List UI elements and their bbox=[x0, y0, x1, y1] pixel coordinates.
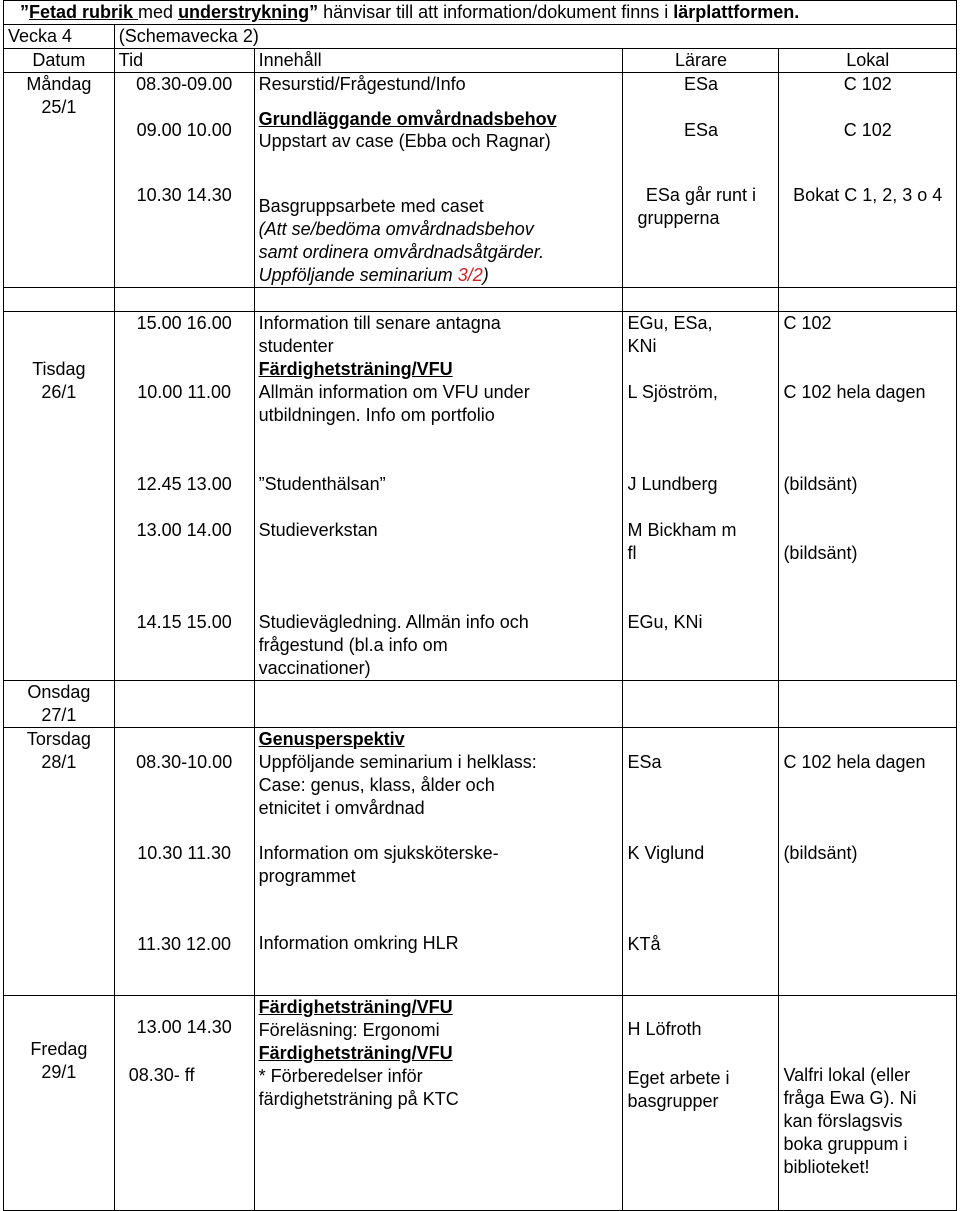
day-name: Tisdag bbox=[32, 359, 86, 379]
activity: programmet bbox=[258, 866, 356, 886]
monday-day-cell bbox=[4, 73, 115, 288]
teacher: L Sjöström, bbox=[627, 382, 718, 402]
monday-time-cell bbox=[114, 73, 254, 288]
day-name: Onsdag bbox=[27, 682, 91, 702]
day-date: 27/1 bbox=[41, 705, 77, 725]
room: C 102 hela dagen bbox=[783, 752, 926, 772]
schedule-table bbox=[3, 0, 957, 1211]
day-date: 26/1 bbox=[41, 382, 77, 402]
thursday-time-cell bbox=[114, 728, 254, 996]
room: kan förslagsvis bbox=[783, 1111, 903, 1131]
friday-room-cell bbox=[779, 996, 957, 1211]
thursday-day-cell bbox=[4, 728, 115, 996]
room: (bildsänt) bbox=[783, 543, 858, 563]
room: (bildsänt) bbox=[783, 474, 858, 494]
wednesday-day-cell bbox=[4, 681, 115, 728]
teacher: basgrupper bbox=[627, 1091, 719, 1111]
time-slot: 10.00 11.00 bbox=[137, 382, 232, 402]
wednesday-row bbox=[4, 681, 957, 728]
tuesday-teacher-cell bbox=[623, 312, 779, 681]
room: fråga Ewa G). Ni bbox=[783, 1088, 917, 1108]
friday-teacher-cell bbox=[623, 996, 779, 1211]
room: biblioteket! bbox=[783, 1157, 870, 1177]
thursday-row bbox=[4, 728, 957, 996]
activity-heading: Färdighetsträning/VFU bbox=[258, 997, 453, 1017]
friday-day-cell bbox=[4, 996, 115, 1211]
activity: Information till senare antagna bbox=[258, 313, 501, 333]
thursday-content-cell bbox=[254, 728, 623, 996]
header-time: Tid bbox=[114, 49, 254, 73]
teacher: ESa bbox=[683, 74, 718, 94]
activity: Case: genus, klass, ålder och bbox=[258, 775, 495, 795]
activity-heading: Grundläggande omvårdnadsbehov bbox=[258, 109, 557, 129]
activity: ”Studenthälsan” bbox=[258, 474, 386, 494]
teacher: ESa bbox=[683, 120, 718, 140]
seminar-date: 3/2 bbox=[457, 265, 483, 285]
activity-heading: Färdighetsträning/VFU bbox=[258, 1043, 453, 1063]
monday-room-cell bbox=[779, 73, 957, 288]
time-slot: 13.00 14.30 bbox=[136, 1017, 232, 1037]
activity-heading: Färdighetsträning/VFU bbox=[258, 359, 453, 379]
notice-text: ”Fetad rubrik med understrykning” hänvisar till att information/dokument finns i lärplattformen. bbox=[4, 1, 957, 25]
time-slot: 08.30-09.00 bbox=[136, 74, 233, 94]
room: boka gruppum i bbox=[783, 1134, 908, 1154]
teacher: ESa går runt i bbox=[645, 185, 756, 205]
activity: Allmän information om VFU under bbox=[258, 382, 530, 402]
teacher: J Lundberg bbox=[627, 474, 718, 494]
teacher: Eget arbete i bbox=[627, 1068, 730, 1088]
activity: Föreläsning: Ergonomi bbox=[258, 1020, 440, 1040]
teacher: M Bickham m bbox=[627, 520, 737, 540]
room: C 102 bbox=[843, 74, 892, 94]
activity: utbildningen. Info om portfolio bbox=[258, 405, 495, 425]
activity: Uppföljande seminarium i helklass: bbox=[258, 752, 537, 772]
activity: Uppstart av case (Ebba och Ragnar) bbox=[258, 131, 551, 151]
activity: * Förberedelser inför bbox=[258, 1066, 423, 1086]
time-slot: 10.30 14.30 bbox=[136, 185, 232, 205]
day-name: Torsdag bbox=[26, 729, 91, 749]
day-name: Fredag bbox=[30, 1039, 88, 1059]
tuesday-time-cell bbox=[114, 312, 254, 681]
activity-detail: samt ordinera omvårdnadsåtgärder. bbox=[258, 242, 545, 262]
activity-detail: (Att se/bedöma omvårdnadsbehov bbox=[258, 219, 534, 239]
room: (bildsänt) bbox=[783, 843, 858, 863]
activity: Studieverkstan bbox=[258, 520, 378, 540]
teacher: KTå bbox=[627, 934, 661, 954]
week-row bbox=[4, 25, 957, 49]
room: Bokat C 1, 2, 3 o 4 bbox=[793, 185, 943, 205]
friday-content-cell bbox=[254, 996, 623, 1211]
header-teacher: Lärare bbox=[623, 49, 779, 73]
thursday-teacher-cell bbox=[623, 728, 779, 996]
tuesday-row bbox=[4, 312, 957, 681]
activity: färdighetsträning på KTC bbox=[258, 1089, 459, 1109]
thursday-room-cell bbox=[779, 728, 957, 996]
time-slot: 15.00 16.00 bbox=[136, 313, 232, 333]
room: C 102 bbox=[783, 313, 832, 333]
notice-row bbox=[4, 1, 957, 25]
teacher: K Viglund bbox=[627, 843, 705, 863]
monday-spacer bbox=[4, 288, 957, 312]
monday-row bbox=[4, 73, 957, 288]
time-slot: 12.45 13.00 bbox=[136, 474, 232, 494]
header-date: Datum bbox=[4, 49, 115, 73]
teacher: H Löfroth bbox=[627, 1019, 702, 1039]
activity: Basgruppsarbete med caset bbox=[258, 196, 484, 216]
time-slot: 09.00 10.00 bbox=[136, 120, 232, 140]
activity-detail: Uppföljande seminarium 3/2) bbox=[258, 265, 489, 285]
activity: Studievägledning. Allmän info och bbox=[258, 612, 529, 632]
tuesday-day-cell bbox=[4, 312, 115, 681]
teacher: ESa bbox=[627, 752, 662, 772]
activity: Resurstid/Frågestund/Info bbox=[258, 74, 466, 94]
time-slot: 13.00 14.00 bbox=[136, 520, 232, 540]
time-slot: 08.30-10.00 bbox=[136, 752, 233, 772]
monday-teacher-cell bbox=[623, 73, 779, 288]
day-date: 25/1 bbox=[41, 97, 77, 117]
time-slot: 11.30 12.00 bbox=[137, 934, 232, 954]
header-room: Lokal bbox=[779, 49, 957, 73]
tuesday-content-cell bbox=[254, 312, 623, 681]
activity: vaccinationer) bbox=[258, 658, 371, 678]
header-row bbox=[4, 49, 957, 73]
teacher: fl bbox=[627, 543, 637, 563]
room: C 102 bbox=[843, 120, 892, 140]
teacher: EGu, ESa, bbox=[627, 313, 713, 333]
day-name: Måndag bbox=[26, 74, 92, 94]
activity: Information omkring HLR bbox=[258, 933, 459, 953]
teacher: KNi bbox=[627, 336, 657, 356]
week-schema: (Schemavecka 2) bbox=[114, 25, 956, 49]
day-date: 28/1 bbox=[41, 752, 77, 772]
monday-content-cell bbox=[254, 73, 623, 288]
time-slot: 10.30 11.30 bbox=[137, 843, 232, 863]
activity: Information om sjuksköterske- bbox=[258, 843, 499, 863]
activity-heading: Genusperspektiv bbox=[258, 729, 405, 749]
tuesday-room-cell bbox=[779, 312, 957, 681]
header-content: Innehåll bbox=[254, 49, 623, 73]
week-label: Vecka 4 bbox=[4, 25, 115, 49]
activity: frågestund (bl.a info om bbox=[258, 635, 448, 655]
friday-row bbox=[4, 996, 957, 1211]
time-slot: 14.15 15.00 bbox=[136, 612, 232, 632]
friday-time-cell bbox=[114, 996, 254, 1211]
teacher: grupperna bbox=[637, 208, 720, 228]
day-date: 29/1 bbox=[41, 1062, 77, 1082]
activity: studenter bbox=[258, 336, 334, 356]
teacher: EGu, KNi bbox=[627, 612, 703, 632]
time-slot: 08.30- ff bbox=[128, 1065, 195, 1085]
activity: etnicitet i omvårdnad bbox=[258, 798, 425, 818]
room: Valfri lokal (eller bbox=[783, 1065, 911, 1085]
room: C 102 hela dagen bbox=[783, 382, 926, 402]
